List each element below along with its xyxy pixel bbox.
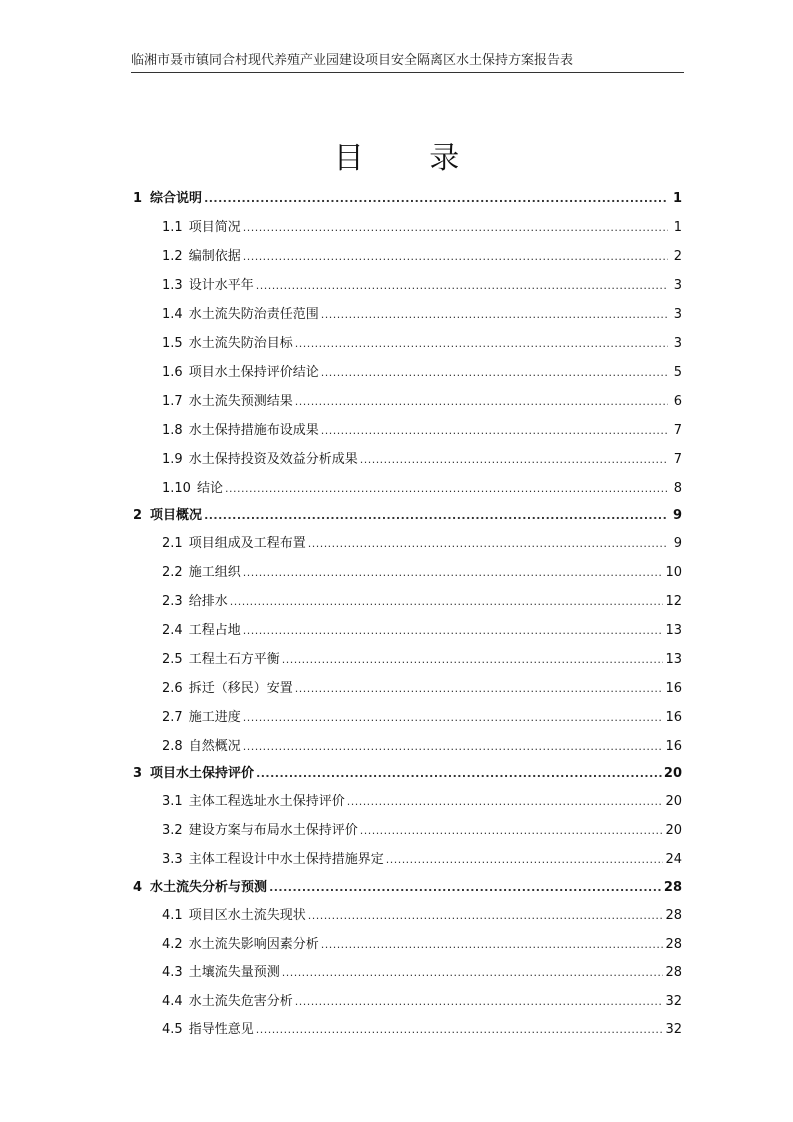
toc-entry-title: 指导性意见 <box>188 1022 254 1037</box>
toc-dot-leader <box>347 793 664 811</box>
toc-entry-page: 12 <box>665 594 682 609</box>
toc-entry-number: 2.5 <box>162 652 183 667</box>
toc-section-entry[interactable] <box>162 791 682 811</box>
toc-entry-number: 1.1 <box>162 220 183 235</box>
toc-dot-leader <box>308 535 668 553</box>
toc-entry-title: 土壤流失量预测 <box>188 965 280 980</box>
toc-entry-title: 项目概况 <box>150 508 203 523</box>
toc-entry-number: 4.5 <box>162 1022 183 1037</box>
toc-dot-leader <box>243 709 664 727</box>
toc-entry-number: 2.8 <box>162 739 183 754</box>
toc-dot-leader <box>360 822 664 840</box>
toc-entry-title: 项目水土保持评价 <box>150 766 255 781</box>
toc-section-entry[interactable] <box>162 362 682 382</box>
toc-entry-page: 32 <box>665 1022 682 1037</box>
toc-section-entry[interactable] <box>162 820 682 840</box>
toc-dot-leader <box>256 277 668 295</box>
toc-entry-page: 3 <box>673 336 682 351</box>
toc-dot-leader <box>243 738 664 756</box>
toc-dot-leader <box>256 765 662 783</box>
toc-entry-number: 4.2 <box>162 937 183 952</box>
toc-dot-leader <box>386 851 664 869</box>
toc-section-entry[interactable] <box>162 449 682 469</box>
toc-entry-page: 3 <box>673 278 682 293</box>
toc-dot-leader <box>256 1021 664 1039</box>
toc-entry-page: 1 <box>672 191 682 206</box>
toc-entry-title: 水土流失防治责任范围 <box>188 307 319 322</box>
toc-entry-title: 项目简况 <box>188 220 241 235</box>
toc-section-entry[interactable] <box>162 905 682 925</box>
toc-entry-page: 28 <box>665 965 682 980</box>
toc-entry-page: 9 <box>672 508 682 523</box>
toc-dot-leader <box>243 622 664 640</box>
toc-entry-page: 2 <box>673 249 682 264</box>
toc-dot-leader <box>243 219 668 237</box>
toc-dot-leader <box>204 190 668 208</box>
toc-entry-page: 16 <box>665 710 682 725</box>
toc-dot-leader <box>321 306 668 324</box>
toc-entry-title: 拆迁（移民）安置 <box>188 681 293 696</box>
toc-entry-title: 主体工程设计中水土保持措施界定 <box>188 852 384 867</box>
toc-entry-number: 3.1 <box>162 794 183 809</box>
toc-section-entry[interactable] <box>162 478 682 498</box>
toc-entry-page: 7 <box>673 452 682 467</box>
toc-section-entry[interactable] <box>162 391 682 411</box>
toc-entry-page: 28 <box>665 908 682 923</box>
toc-entry-page: 24 <box>665 852 682 867</box>
toc-entry-page: 1 <box>673 220 682 235</box>
toc-dot-leader <box>308 907 664 925</box>
toc-section-entry[interactable] <box>162 217 682 237</box>
toc-entry-page: 28 <box>665 937 682 952</box>
toc-entry-title: 综合说明 <box>150 191 203 206</box>
toc-entry-page: 28 <box>663 880 682 895</box>
toc-section-entry[interactable] <box>162 962 682 982</box>
toc-section-entry[interactable] <box>162 562 682 582</box>
toc-section-entry[interactable] <box>162 934 682 954</box>
toc-entry-page: 16 <box>665 681 682 696</box>
toc-section-entry[interactable] <box>162 533 682 553</box>
toc-dot-leader <box>321 422 668 440</box>
toc-entry-number: 3 <box>133 766 143 781</box>
toc-entry-title: 主体工程选址水土保持评价 <box>188 794 345 809</box>
toc-entry-title: 编制依据 <box>188 249 241 264</box>
toc-dot-leader <box>269 879 662 897</box>
toc-entry-number: 1.5 <box>162 336 183 351</box>
toc-entry-title: 水土流失预测结果 <box>188 394 293 409</box>
toc-entry-title: 水土流失危害分析 <box>188 994 293 1009</box>
toc-dot-leader <box>282 651 664 669</box>
toc-entry-title: 水土流失防治目标 <box>188 336 293 351</box>
toc-chapter-entry[interactable] <box>133 505 682 525</box>
toc-dot-leader <box>321 936 664 954</box>
toc-entry-number: 3.2 <box>162 823 183 838</box>
toc-section-entry[interactable] <box>162 591 682 611</box>
toc-section-entry[interactable] <box>162 991 682 1011</box>
toc-entry-page: 20 <box>665 794 682 809</box>
toc-entry-title: 建设方案与布局水土保持评价 <box>188 823 358 838</box>
toc-entry-number: 1 <box>133 191 143 206</box>
page-title: 目 录 <box>333 141 488 176</box>
toc-section-entry[interactable] <box>162 736 682 756</box>
toc-entry-page: 10 <box>665 565 682 580</box>
toc-entry-title: 结论 <box>196 481 223 496</box>
toc-dot-leader <box>295 335 668 353</box>
toc-dot-leader <box>204 507 668 525</box>
toc-chapter-entry[interactable] <box>133 188 682 208</box>
toc-entry-title: 项目区水土流失现状 <box>188 908 306 923</box>
toc-entry-number: 4 <box>133 880 143 895</box>
toc-entry-number: 2.1 <box>162 536 183 551</box>
toc-dot-leader <box>225 480 668 498</box>
toc-entry-page: 32 <box>665 994 682 1009</box>
toc-entry-title: 水土保持措施布设成果 <box>188 423 319 438</box>
toc-entry-page: 20 <box>663 766 682 781</box>
toc-entry-number: 2.6 <box>162 681 183 696</box>
toc-entry-number: 1.8 <box>162 423 183 438</box>
toc-entry-title: 自然概况 <box>188 739 241 754</box>
toc-entry-page: 16 <box>665 739 682 754</box>
toc-section-entry[interactable] <box>162 849 682 869</box>
toc-dot-leader <box>243 248 668 266</box>
toc-entry-title: 工程土石方平衡 <box>188 652 280 667</box>
toc-entry-number: 1.9 <box>162 452 183 467</box>
toc-entry-page: 3 <box>673 307 682 322</box>
toc-chapter-entry[interactable] <box>133 763 682 783</box>
toc-entry-title: 水土流失分析与预测 <box>150 880 268 895</box>
toc-entry-number: 1.6 <box>162 365 183 380</box>
toc-entry-title: 设计水平年 <box>188 278 254 293</box>
toc-entry-title: 水土流失影响因素分析 <box>188 937 319 952</box>
toc-entry-page: 13 <box>665 623 682 638</box>
toc-entry-number: 1.4 <box>162 307 183 322</box>
toc-entry-page: 8 <box>673 481 682 496</box>
toc-section-entry[interactable] <box>162 649 682 669</box>
toc-entry-title: 施工进度 <box>188 710 241 725</box>
toc-entry-title: 项目组成及工程布置 <box>188 536 306 551</box>
toc-chapter-entry[interactable] <box>133 877 682 897</box>
toc-entry-title: 工程占地 <box>188 623 241 638</box>
toc-entry-number: 2.4 <box>162 623 183 638</box>
toc-entry-number: 1.2 <box>162 249 183 264</box>
toc-dot-leader <box>243 564 664 582</box>
toc-entry-number: 4.3 <box>162 965 183 980</box>
toc-entry-title: 施工组织 <box>188 565 241 580</box>
toc-entry-number: 3.3 <box>162 852 183 867</box>
toc-entry-page: 5 <box>673 365 682 380</box>
toc-entry-number: 4.4 <box>162 994 183 1009</box>
toc-dot-leader <box>360 451 668 469</box>
toc-entry-title: 给排水 <box>188 594 228 609</box>
toc-entry-title: 水土保持投资及效益分析成果 <box>188 452 358 467</box>
toc-entry-number: 2.2 <box>162 565 183 580</box>
toc-section-entry[interactable] <box>162 678 682 698</box>
toc-dot-leader <box>230 593 664 611</box>
toc-entry-number: 1.10 <box>162 481 191 496</box>
toc-entry-number: 4.1 <box>162 908 183 923</box>
toc-dot-leader <box>295 680 664 698</box>
toc-section-entry[interactable] <box>162 620 682 640</box>
toc-section-entry[interactable] <box>162 246 682 266</box>
toc-entry-number: 2 <box>133 508 143 523</box>
toc-entry-page: 9 <box>673 536 682 551</box>
toc-entry-page: 7 <box>673 423 682 438</box>
toc-entry-page: 13 <box>665 652 682 667</box>
running-header: 临湘市聂市镇同合村现代养殖产业园建设项目安全隔离区水土保持方案报告表 <box>131 52 684 73</box>
toc-section-entry[interactable] <box>162 420 682 440</box>
toc-entry-number: 1.3 <box>162 278 183 293</box>
toc-section-entry[interactable] <box>162 304 682 324</box>
toc-dot-leader <box>295 393 668 411</box>
toc-dot-leader <box>282 964 664 982</box>
toc-entry-title: 项目水土保持评价结论 <box>188 365 319 380</box>
toc-section-entry[interactable] <box>162 333 682 353</box>
toc-entry-number: 2.7 <box>162 710 183 725</box>
toc-section-entry[interactable] <box>162 275 682 295</box>
toc-dot-leader <box>321 364 668 382</box>
toc-section-entry[interactable] <box>162 1019 682 1039</box>
toc-section-entry[interactable] <box>162 707 682 727</box>
toc-entry-page: 6 <box>673 394 682 409</box>
toc-dot-leader <box>295 993 664 1011</box>
toc-entry-number: 2.3 <box>162 594 183 609</box>
toc-entry-page: 20 <box>665 823 682 838</box>
toc-entry-number: 1.7 <box>162 394 183 409</box>
